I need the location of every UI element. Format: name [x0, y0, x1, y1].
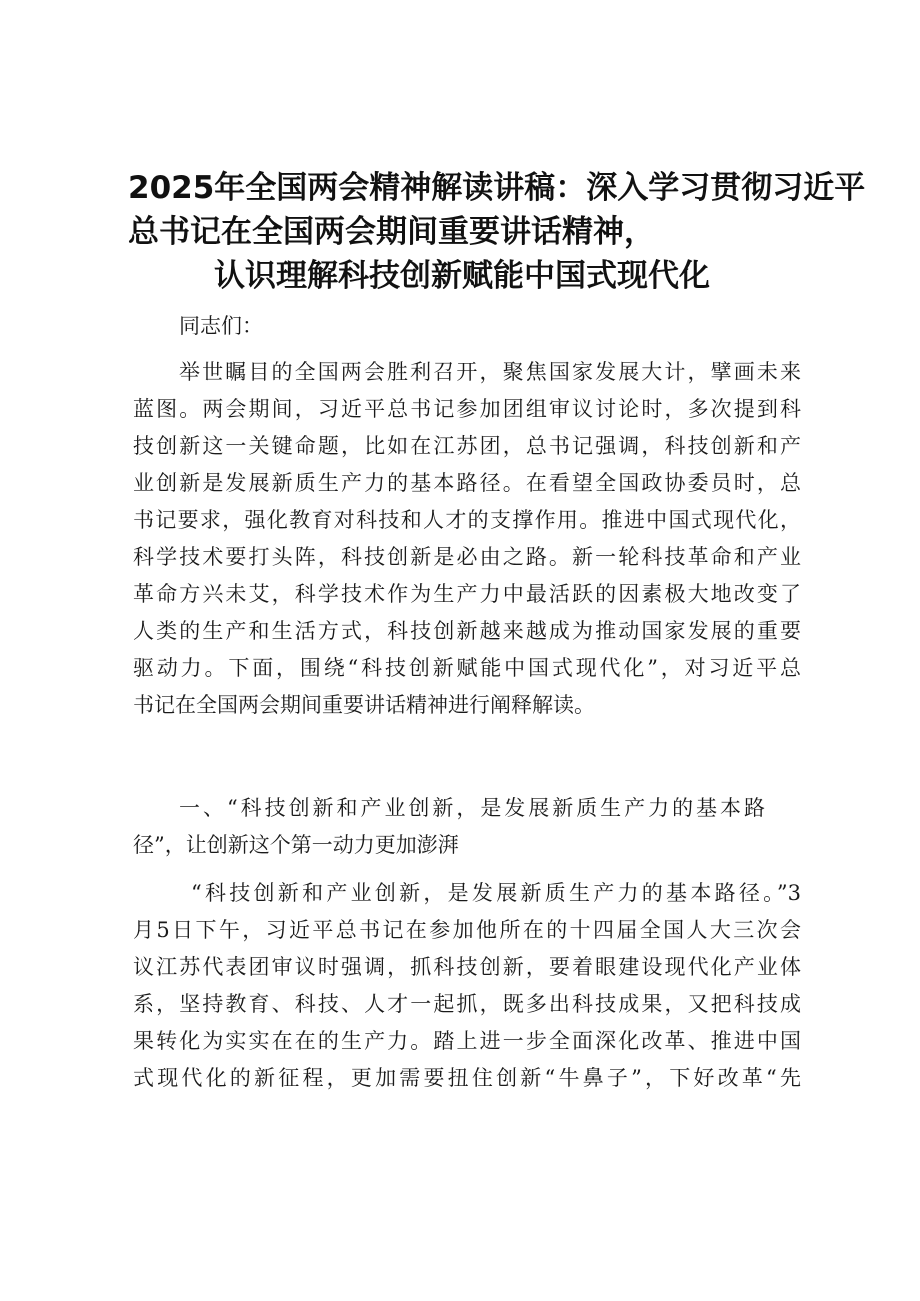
paragraph-line: 月5日下午，习近平总书记在参加他所在的十四届全国人大三次会: [133, 918, 801, 942]
paragraph-line: 书记在全国两会期间重要讲话精神进行阐释解读。: [133, 693, 595, 717]
paragraph-line: 举世瞩目的全国两会胜利召开，聚焦国家发展大计，擘画未来: [179, 360, 801, 384]
paragraph-line: 技创新这一关键命题，比如在江苏团，总书记强调，科技创新和产: [133, 434, 801, 458]
paragraph-line: 科学技术要打头阵，科技创新是必由之路。新一轮科技革命和产业: [133, 545, 801, 569]
greeting: [133, 314, 801, 338]
paragraph-line: 果转化为实实在在的生产力。踏上进一步全面深化改革、推进中国: [133, 1029, 801, 1053]
paragraph-line: 业创新是发展新质生产力的基本路径。在看望全国政协委员时，总: [133, 471, 801, 495]
paragraph-line: 革命方兴未艾，科学技术作为生产力中最活跃的因素极大地改变了: [133, 582, 801, 606]
title-line: 认识理解科技创新赋能中国式现代化: [214, 258, 710, 294]
title-line: 2025年全国两会精神解读讲稿：深入学习贯彻习近平: [128, 170, 866, 206]
greeting-text: 同志们：: [179, 314, 263, 338]
paragraph-line: 蓝图。两会期间，习近平总书记参加团组审议讨论时，多次提到科: [133, 397, 801, 421]
paragraph-line: “科技创新和产业创新，是发展新质生产力的基本路径。”3: [191, 881, 801, 905]
paragraph-section-1: [133, 875, 801, 1097]
paragraph-line: 书记要求，强化教育对科技和人才的支撑作用。推进中国式现代化，: [133, 508, 801, 532]
heading-line: 一、“科技创新和产业创新，是发展新质生产力的基本路: [179, 796, 765, 820]
paragraph-line: 系，坚持教育、科技、人才一起抓，既多出科技成果，又把科技成: [133, 992, 801, 1016]
paragraph-line: 人类的生产和生活方式，科技创新越来越成为推动国家发展的重要: [133, 619, 801, 643]
paragraph-line: 驱动力。下面，围绕“科技创新赋能中国式现代化”，对习近平总: [133, 656, 801, 680]
paragraph-intro: [133, 354, 801, 724]
document-title: [128, 166, 866, 298]
paragraph-line: 议江苏代表团审议时强调，抓科技创新，要着眼建设现代化产业体: [133, 955, 801, 979]
heading-line: 径”，让创新这个第一动力更加澎湃: [133, 833, 459, 857]
paragraph-line: 式现代化的新征程，更加需要扭住创新“牛鼻子”，下好改革“先: [133, 1066, 801, 1090]
section-heading-1: [133, 790, 801, 864]
title-line: 总书记在全国两会期间重要讲话精神，: [128, 214, 655, 250]
